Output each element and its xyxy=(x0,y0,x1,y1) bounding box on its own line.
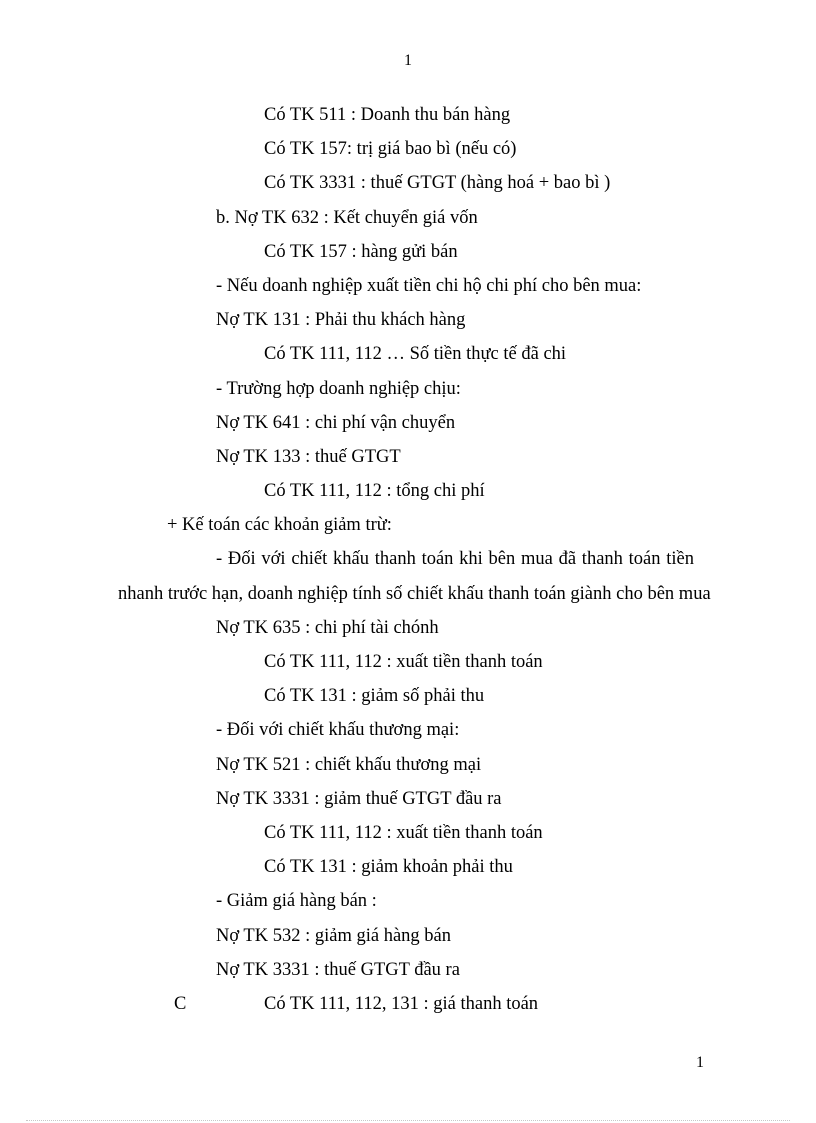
line-text: - Giảm giá hàng bán : xyxy=(216,891,377,912)
line-text: Nợ TK 3331 : giảm thuế GTGT đầu ra xyxy=(216,788,502,809)
line-text: Có TK 3331 : thuế GTGT (hàng hoá + bao bì ) xyxy=(264,173,611,194)
text-line xyxy=(0,135,816,169)
line-text: Nợ TK 532 : giảm giá hàng bán xyxy=(216,925,451,946)
text-line xyxy=(0,169,816,203)
text-line xyxy=(0,853,816,887)
line-text: Nợ TK 3331 : thuế GTGT đầu ra xyxy=(216,959,460,980)
line-marker: C xyxy=(174,993,187,1014)
text-line xyxy=(0,204,816,238)
text-line xyxy=(0,785,816,819)
text-line xyxy=(0,648,816,682)
text-line xyxy=(0,272,816,306)
line-text: Nợ TK 635 : chi phí tài chónh xyxy=(216,617,439,638)
text-line xyxy=(0,443,816,477)
line-text: Có TK 131 : giảm số phải thu xyxy=(264,686,485,707)
footer-divider xyxy=(26,1120,790,1121)
line-text: nhanh trước hạn, doanh nghiệp tính số chiết khấu thanh toán giành cho bên mua xyxy=(118,583,711,604)
text-line xyxy=(0,614,816,648)
line-text: Nợ TK 521 : chiết khấu thương mại xyxy=(216,754,482,775)
text-line xyxy=(0,922,816,956)
line-text: b. Nợ TK 632 : Kết chuyển giá vốn xyxy=(216,207,478,228)
line-text: Nợ TK 131 : Phải thu khách hàng xyxy=(216,310,466,331)
text-line xyxy=(0,511,816,545)
line-text: Có TK 111, 112 : xuất tiền thanh toán xyxy=(264,652,543,672)
text-line xyxy=(0,409,816,443)
text-line xyxy=(0,101,816,135)
text-line xyxy=(0,340,816,374)
text-line xyxy=(0,682,816,716)
line-text: Nợ TK 641 : chi phí vận chuyển xyxy=(216,412,456,433)
line-text: Có TK 111, 112 … Số tiền thực tế đã chi xyxy=(264,344,567,365)
line-text: - Nếu doanh nghiệp xuất tiền chi hộ chi phí cho bên mua: xyxy=(216,275,642,296)
line-text: - Đối với chiết khấu thanh toán khi bên mua đã thanh toán tiền xyxy=(216,549,694,570)
text-line xyxy=(0,887,816,921)
line-text: Có TK 111, 112 : tổng chi phí xyxy=(264,481,485,502)
text-line xyxy=(0,716,816,750)
line-text: Có TK 111, 112 : xuất tiền thanh toán xyxy=(264,822,543,843)
line-text: Có TK 111, 112, 131 : giá thanh toán xyxy=(264,993,539,1014)
text-line xyxy=(0,375,816,409)
text-line xyxy=(0,238,816,272)
text-line xyxy=(0,819,816,853)
text-line xyxy=(0,545,816,579)
text-line xyxy=(0,580,816,614)
line-text: Nợ TK 133 : thuế GTGT xyxy=(216,446,401,467)
line-text: Có TK 511 : Doanh thu bán hàng xyxy=(264,105,511,125)
line-text: - Trường hợp doanh nghiệp chịu: xyxy=(216,378,461,399)
text-line xyxy=(0,751,816,785)
line-text: - Đối với chiết khấu thương mại: xyxy=(216,720,460,741)
line-text: Có TK 157: trị giá bao bì (nếu có) xyxy=(264,139,517,160)
text-line xyxy=(0,990,816,1024)
line-text: + Kế toán các khoản giảm trừ: xyxy=(167,515,392,536)
page-number-bottom: 1 xyxy=(696,1054,704,1071)
document-body xyxy=(0,101,816,1024)
text-line xyxy=(0,477,816,511)
text-line xyxy=(0,956,816,990)
page-number-top: 1 xyxy=(404,52,412,69)
line-text: Có TK 131 : giảm khoản phải thu xyxy=(264,857,513,878)
text-line xyxy=(0,306,816,340)
line-text: Có TK 157 : hàng gửi bán xyxy=(264,241,458,262)
